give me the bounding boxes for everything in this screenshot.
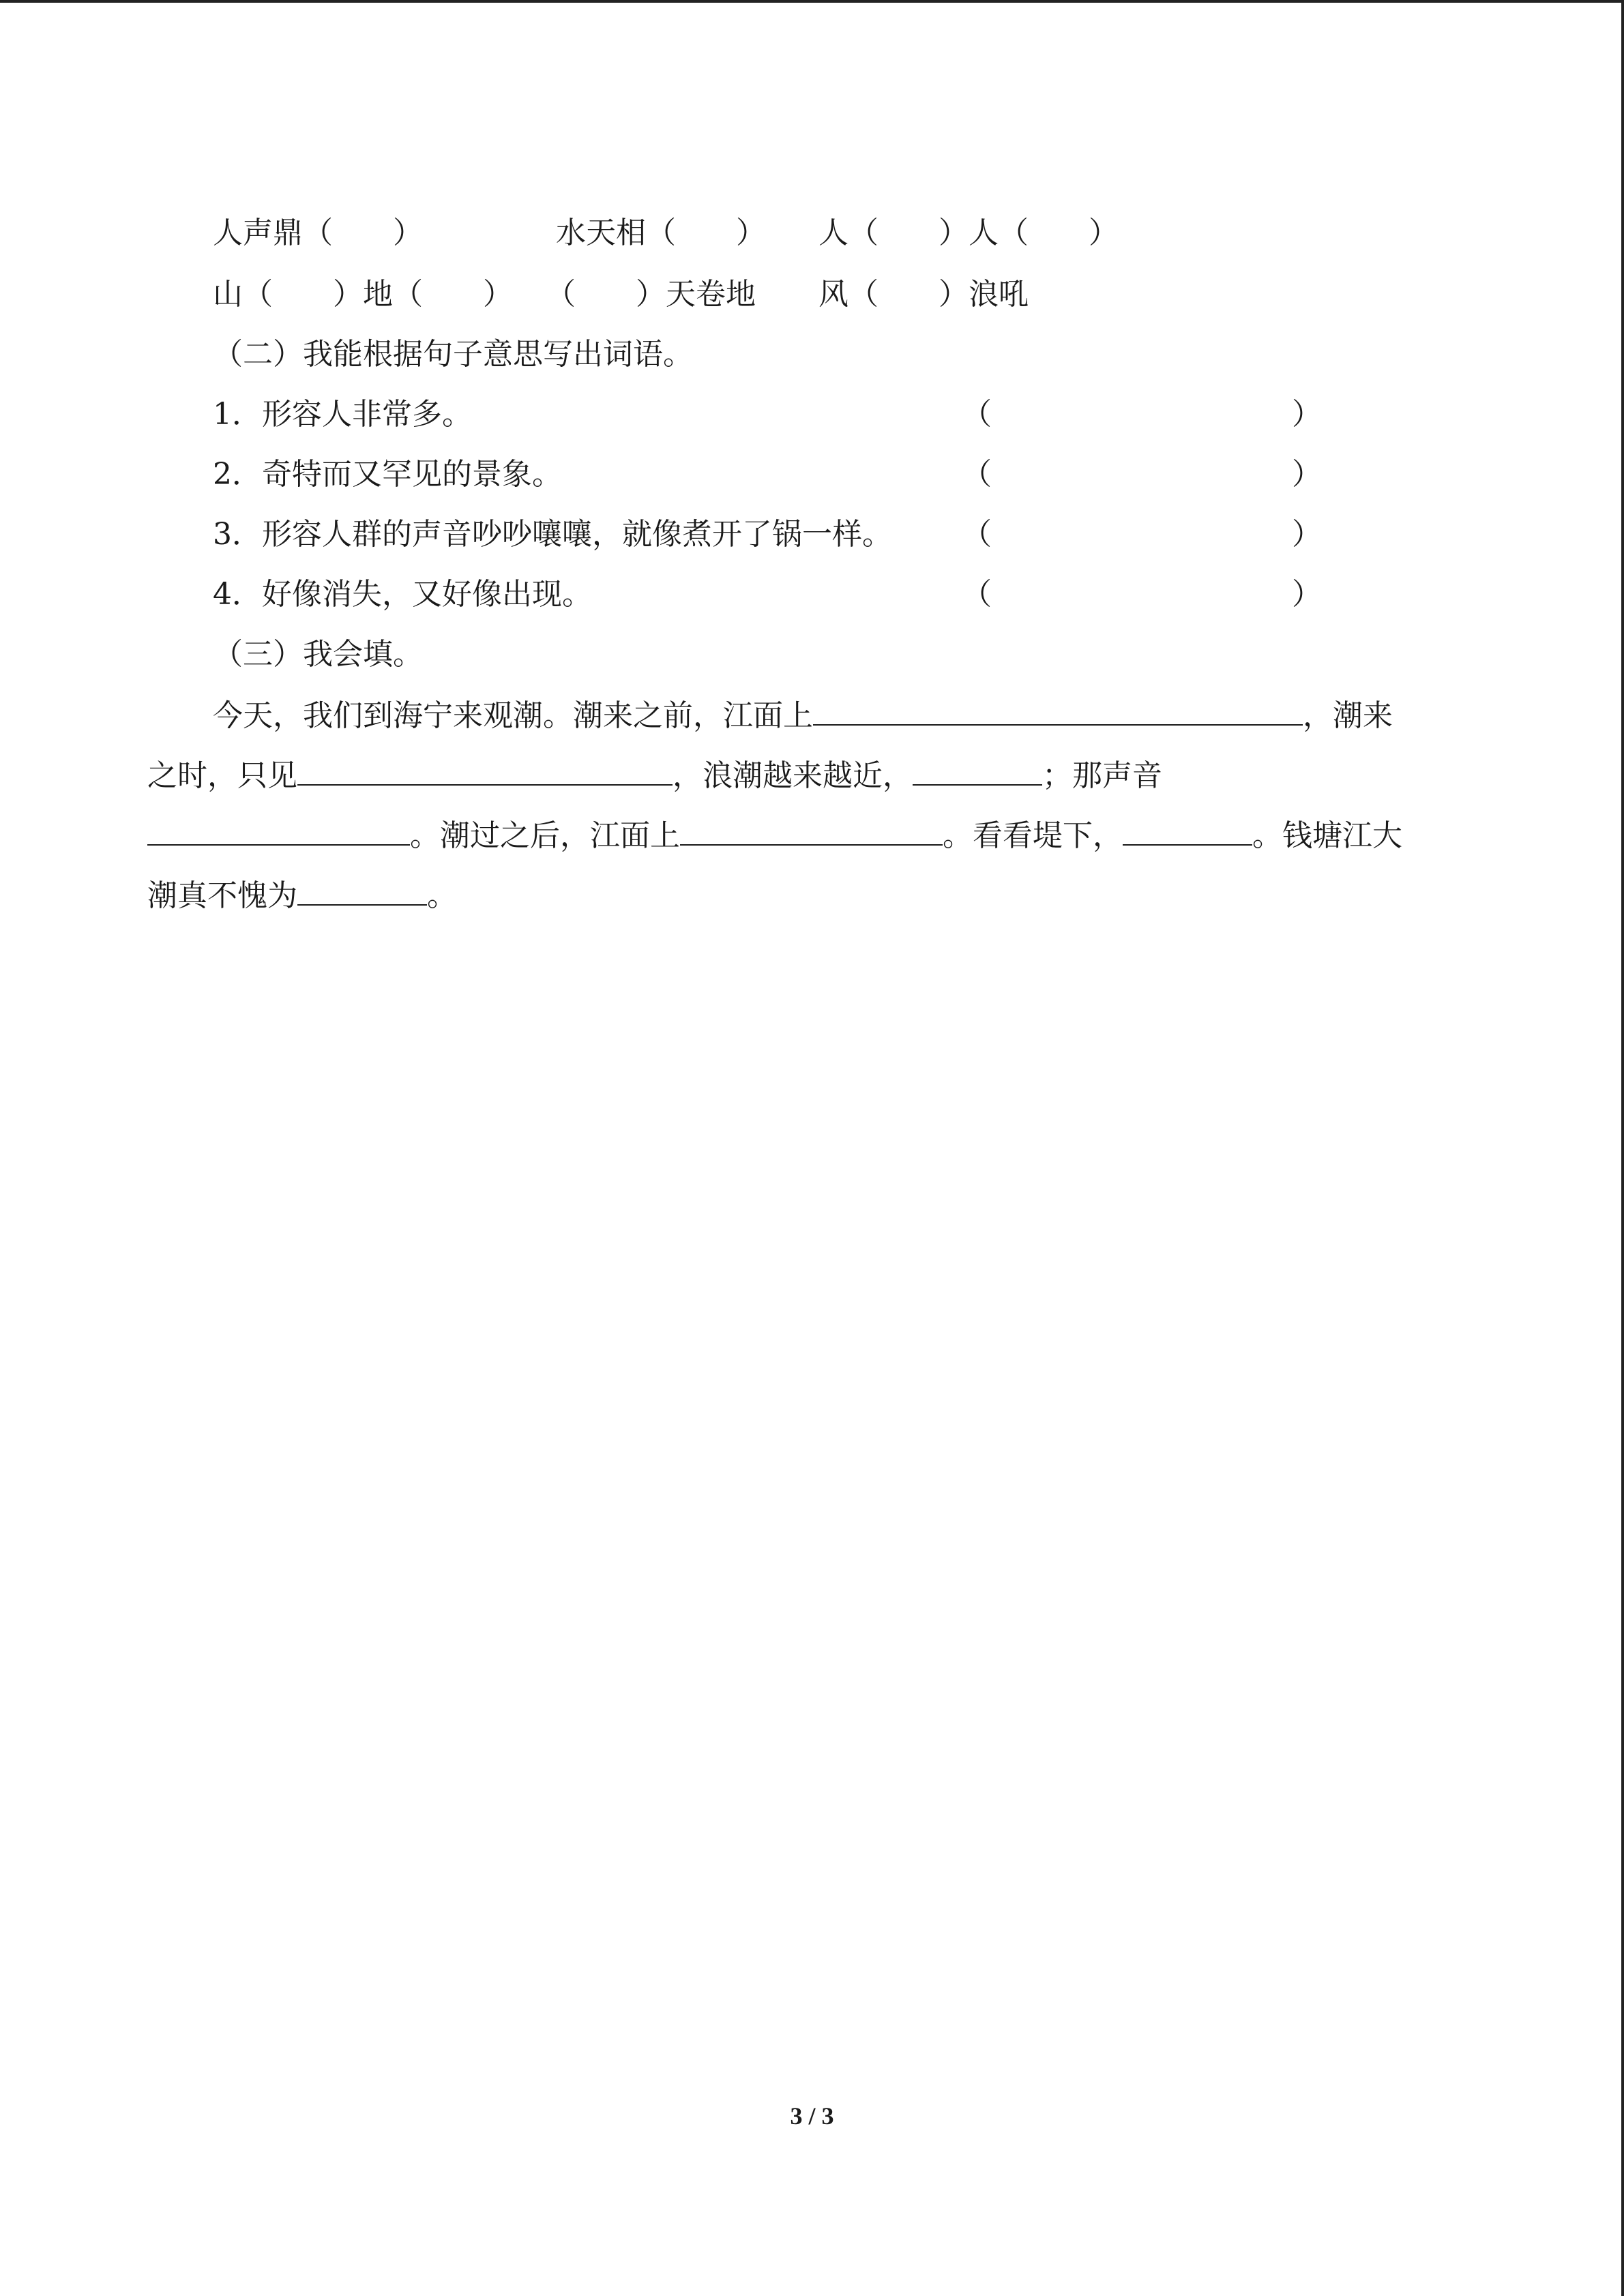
paragraph-text: 今天，我们到海宁来观潮。潮来之前，江面上 xyxy=(213,698,813,733)
idiom-shan-di: 山（ ）地（ ） xyxy=(213,277,513,312)
fill-blank[interactable] xyxy=(680,817,943,846)
paragraph-text: 。钱塘江大 xyxy=(1252,818,1402,853)
paragraph-text: ，浪潮越来越近， xyxy=(673,758,913,793)
paragraph-text: 之时，只见 xyxy=(147,758,297,793)
paragraph-line-2 xyxy=(147,756,1162,796)
page-number: 3 / 3 xyxy=(790,2102,834,2130)
paragraph-text: 潮真不愧为 xyxy=(147,878,297,913)
definition-text: 3．形容人群的声音吵吵嚷嚷，就像煮开了锅一样。 xyxy=(213,517,892,552)
fill-blank[interactable] xyxy=(813,697,1303,726)
fill-blank[interactable] xyxy=(913,757,1042,786)
fill-blank[interactable] xyxy=(297,877,427,906)
definition-text: 1．形容人非常多。 xyxy=(213,397,472,432)
fill-blank[interactable] xyxy=(297,757,673,786)
idiom-ren-ren: 人（ ）人（ ） xyxy=(818,215,1119,250)
paragraph-text: 。 xyxy=(427,878,457,913)
idiom-tianjuandi: （ ）天卷地 xyxy=(546,277,756,312)
paragraph-text: ；那声音 xyxy=(1042,758,1162,793)
fill-blank[interactable] xyxy=(147,817,410,846)
section3-heading: （三）我会填。 xyxy=(213,637,423,672)
paragraph-text: ，潮来 xyxy=(1303,698,1393,733)
paragraph-text: 。看看堤下， xyxy=(943,818,1123,853)
top-border xyxy=(0,0,1624,3)
paragraph-text: 。潮过之后，江面上 xyxy=(410,818,680,853)
section2-heading: （二）我能根据句子意思写出词语。 xyxy=(213,337,693,372)
fill-blank[interactable] xyxy=(1123,817,1252,846)
idiom-renshengding: 人声鼎（ ） xyxy=(213,215,423,250)
idiom-feng-langhou: 风（ ）浪吼 xyxy=(818,277,1029,312)
idiom-shuitianxiang: 水天相（ ） xyxy=(556,215,766,250)
definition-text: 2．奇特而又罕见的景象。 xyxy=(213,457,562,492)
right-border xyxy=(1621,0,1624,2296)
answer-parentheses[interactable]: （ ） xyxy=(962,397,1322,432)
paragraph-line-4 xyxy=(147,876,457,916)
answer-parentheses[interactable]: （ ） xyxy=(962,457,1322,492)
answer-parentheses[interactable]: （ ） xyxy=(962,577,1322,612)
paragraph-line-1 xyxy=(213,696,1393,736)
paragraph-line-3 xyxy=(147,816,1402,856)
definition-text: 4．好像消失，又好像出现。 xyxy=(213,577,592,612)
answer-parentheses[interactable]: （ ） xyxy=(962,517,1322,552)
